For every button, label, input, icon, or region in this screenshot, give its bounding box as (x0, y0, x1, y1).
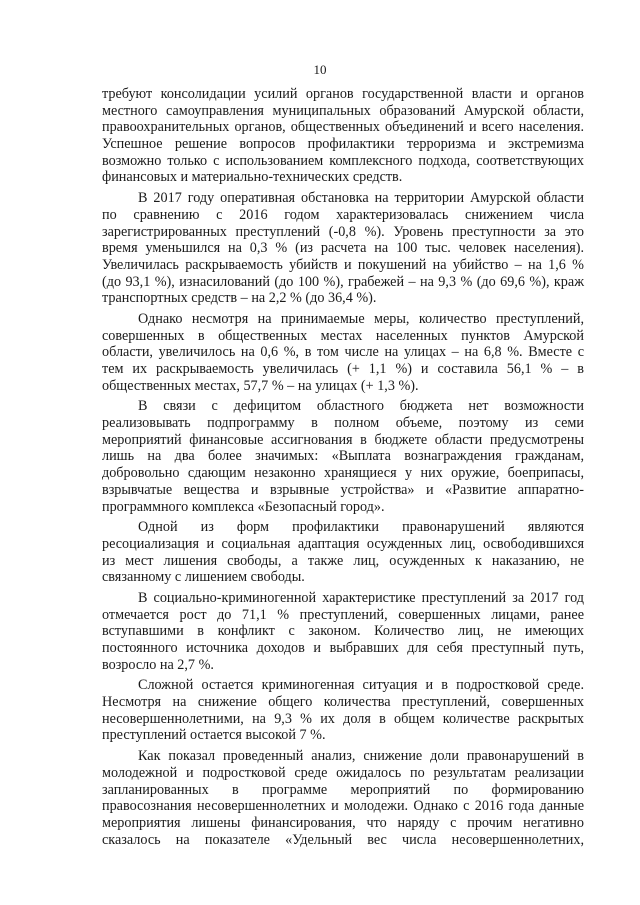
text-line: тем их раскрываемость увеличилась (+ 1,1 %) и составила 56,1 % – в (102, 361, 584, 377)
text-line: молодежной и подростковой среде ожидалось по результатам реализации (102, 764, 584, 781)
paragraph-8 (102, 748, 584, 848)
text-line: по сравнению с 2016 годом характеризовалась снижением числа (102, 206, 584, 223)
text-line: (до 93,1 %), изнасилований (до 100 %), грабежей – на 9,3 % (до 69,6 %), краж (102, 273, 584, 290)
text-line: реализовывать подпрограмму в полном объеме, поэтому из семи (102, 415, 584, 432)
text-line: постоянного источника доходов и выбравших для себя преступный путь, (102, 640, 584, 656)
paragraph-3 (102, 311, 584, 394)
text-line: отмечается рост до 71,1 % преступлений, совершенных лицами, ранее (102, 606, 584, 623)
text-line: из мест лишения свободы, а также лиц, осужденных к наказанию, не (102, 552, 584, 569)
text-line: несовершеннолетними, на 9,3 % их доля в общем количестве раскрытых (102, 710, 584, 727)
text-line: ресоциализация и социальная адаптация осужденных лиц, освободившихся (102, 535, 584, 552)
text-line: В 2017 году оперативная обстановка на территории Амурской области (138, 190, 584, 207)
text-line: добровольно сдающим незаконно хранящиеся у них оружие, боеприпасы, (102, 465, 584, 482)
text-line: связанному с лишением свободы. (102, 569, 305, 586)
text-line: области, увеличилось на 0,6 %, в том числе на улицах – на 6,8 %. Вместе с (102, 344, 584, 361)
text-line: возможно только с использованием комплексного подхода, соответствующих (102, 152, 584, 169)
text-line: правоохранительных органов, общественных объединений и всего населения. (102, 119, 584, 136)
paragraph-1 (102, 86, 584, 186)
text-line: требуют консолидации усилий органов государственной власти и органов (102, 86, 584, 102)
text-line: мероприятия лишены финансирования, что наряду с прочим негативно (102, 814, 584, 831)
text-line: Увеличилась раскрываемость убийств и покушений на убийство – на 1,6 % (102, 256, 584, 273)
text-line: вступавшими в конфликт с законом. Количество лиц, не имеющих (102, 623, 584, 640)
text-line: Одной из форм профилактики правонарушений являются (138, 519, 584, 536)
paragraph-7 (102, 677, 584, 744)
text-line: Сложной остается криминогенная ситуация и в подростковой среде. (138, 677, 584, 694)
text-line: программного комплекса «Безопасный город». (102, 498, 385, 515)
text-line: Несмотря на снижение общего количества преступлений, совершенных (102, 694, 584, 711)
page-number: 10 (313, 62, 327, 77)
text-line: финансовых и материально-технических средств. (102, 169, 403, 186)
text-line: транспортных средств – на 2,2 % (до 36,4 %). (102, 290, 377, 307)
text-line: В социально-криминогенной характеристике преступлений за 2017 год (138, 589, 584, 606)
text-line: преступлений остается высокой 7 %. (102, 727, 326, 744)
text-line: сказалось на показателе «Удельный вес числа несовершеннолетних, (102, 831, 584, 848)
text-line: Успешное решение вопросов профилактики терроризма и экстремизма (102, 136, 584, 153)
text-line: Однако несмотря на принимаемые меры, количество преступлений, (138, 310, 584, 327)
paragraph-4 (102, 398, 584, 515)
text-line: местного самоуправления муниципальных образований Амурской области, (102, 102, 584, 119)
text-line: лишь на два более значимых: «Выплата вознаграждения гражданам, (102, 448, 584, 465)
text-line: запланированных в программе мероприятий по формированию (102, 781, 584, 798)
document-body (102, 86, 584, 852)
text-line: общественных местах, 57,7 % – на улицах (+ 1,3 %). (102, 377, 419, 394)
text-line: совершенных в общественных местах населенных пунктов Амурской (102, 327, 584, 344)
text-line: зарегистрированных преступлений (-0,8 %). Уровень преступности за это (102, 223, 584, 240)
text-line: правосознания несовершеннолетних и молодежи. Однако с 2016 года данные (102, 798, 584, 815)
text-line: Как показал проведенный анализ, снижение доли правонарушений в (138, 748, 584, 765)
text-line: взрывчатые вещества и взрывные устройства» и «Развитие аппаратно- (102, 481, 584, 498)
paragraph-6 (102, 590, 584, 673)
text-line: время уменьшился на 0,3 % (из расчета на 100 тыс. человек населения). (102, 240, 584, 257)
text-line: возросло на 2,7 %. (102, 656, 214, 673)
text-line: мероприятий финансовые ассигнования в бюджете области предусмотрены (102, 431, 584, 448)
paragraph-2 (102, 190, 584, 307)
paragraph-5 (102, 519, 584, 586)
text-line: В связи с дефицитом областного бюджета нет возможности (138, 398, 584, 415)
